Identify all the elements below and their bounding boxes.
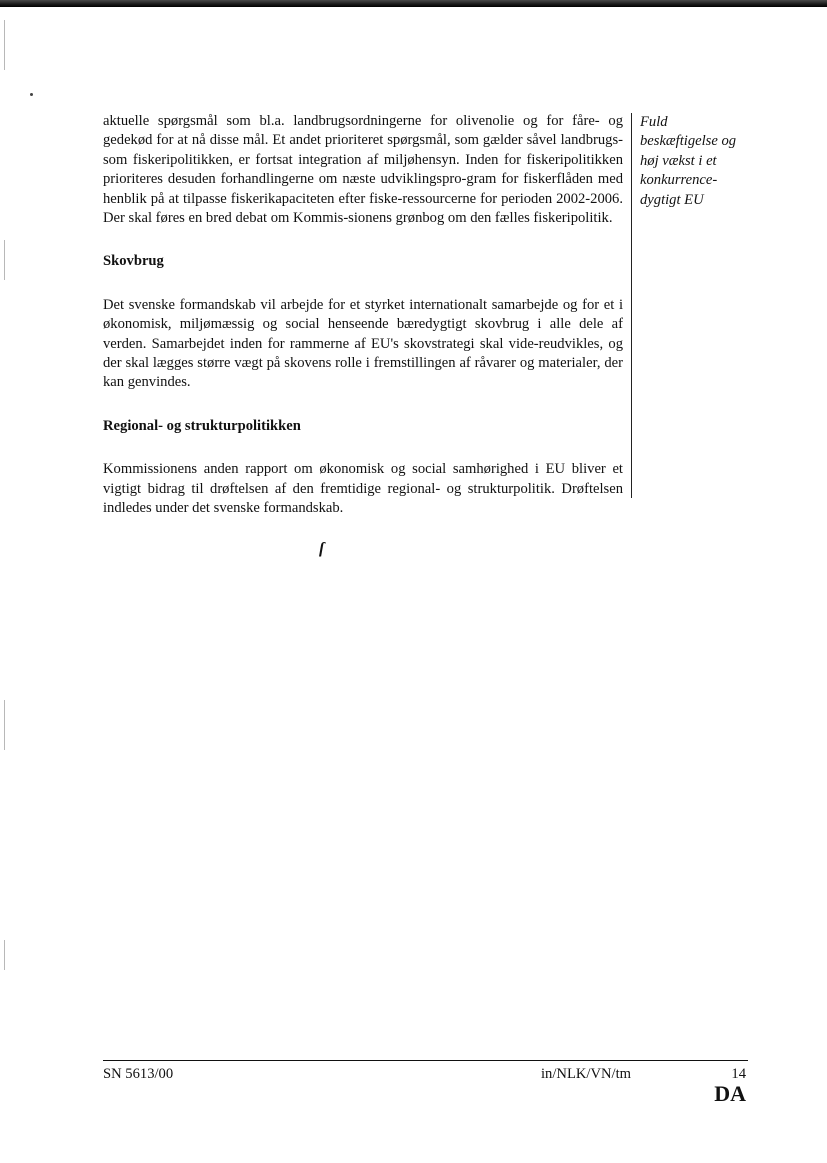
paragraph-regional-policy: Kommissionens anden rapport om økonomisk og social samhørighed i EU bliver et vigtigt bidrag til drøftelsen af den fremtidige regional- og strukturpolitik. Drøftelsen indledes under det svenske formandskab. (103, 461, 623, 517)
margin-note (640, 113, 760, 210)
scan-edge-line (4, 20, 5, 70)
scan-top-border (0, 0, 827, 7)
footer-language: DA (714, 1081, 746, 1106)
heading-regional-policy: Regional- og strukturpolitikken (103, 417, 301, 434)
margin-note-line: høj vækst i et (640, 152, 717, 169)
main-text-column (103, 112, 623, 519)
paragraph-agriculture-fisheries: aktuelle spørgsmål som bl.a. landbrugsordningerne for olivenolie og for fåre- og gedekød for at nå disse mål. Et andet prioriteret spørgsmål, som gælder såvel landbrugs- som fiskeripolitikken, er fortsat integration af miljøhensyn. Inden for fiskeripolitikken prioriteres desuden forhandlingerne om næste udviklingspro-gram for fiskerflåden med henblik på at tilpasse fiskerikapaciteten efter fiske-ressourcerne for perioden 2002-2006. Der skal føres en bred debat om Kommis-sionens grønbog om den fælles fiskeripolitik. (103, 113, 623, 227)
scan-edge-line (4, 940, 5, 970)
footer-page-number: 14 (731, 1066, 746, 1082)
footer-initials: in/NLK/VN/tm (541, 1066, 631, 1082)
scan-edge-line (4, 700, 5, 750)
footer-doc-ref: SN 5613/00 (103, 1066, 174, 1082)
margin-note-line: dygtigt EU (640, 191, 704, 208)
margin-note-line: konkurrence- (640, 172, 718, 189)
margin-note-line: beskæftigelse og (640, 133, 737, 150)
scan-speck (30, 93, 33, 96)
footer-divider (103, 1060, 748, 1061)
heading-skovbrug: Skovbrug (103, 253, 164, 270)
margin-divider (631, 113, 632, 498)
paragraph-forestry: Det svenske formandskab vil arbejde for et styrket internationalt samarbejde og for et i økonomisk, miljømæssig og social henseende bæredygtigt skovbrug i alle dele af verden. Samarbejdet inden for rammerne af EU's skovstrategi skal vide-reudvikles, og der skal lægges større vægt på skovens rolle i fremstillingen af råvarer og materialer, der kan genvindes. (103, 296, 623, 391)
margin-note-line: Fuld (640, 114, 668, 130)
scan-edge-line (4, 240, 5, 280)
stray-mark: ſ (319, 540, 325, 557)
